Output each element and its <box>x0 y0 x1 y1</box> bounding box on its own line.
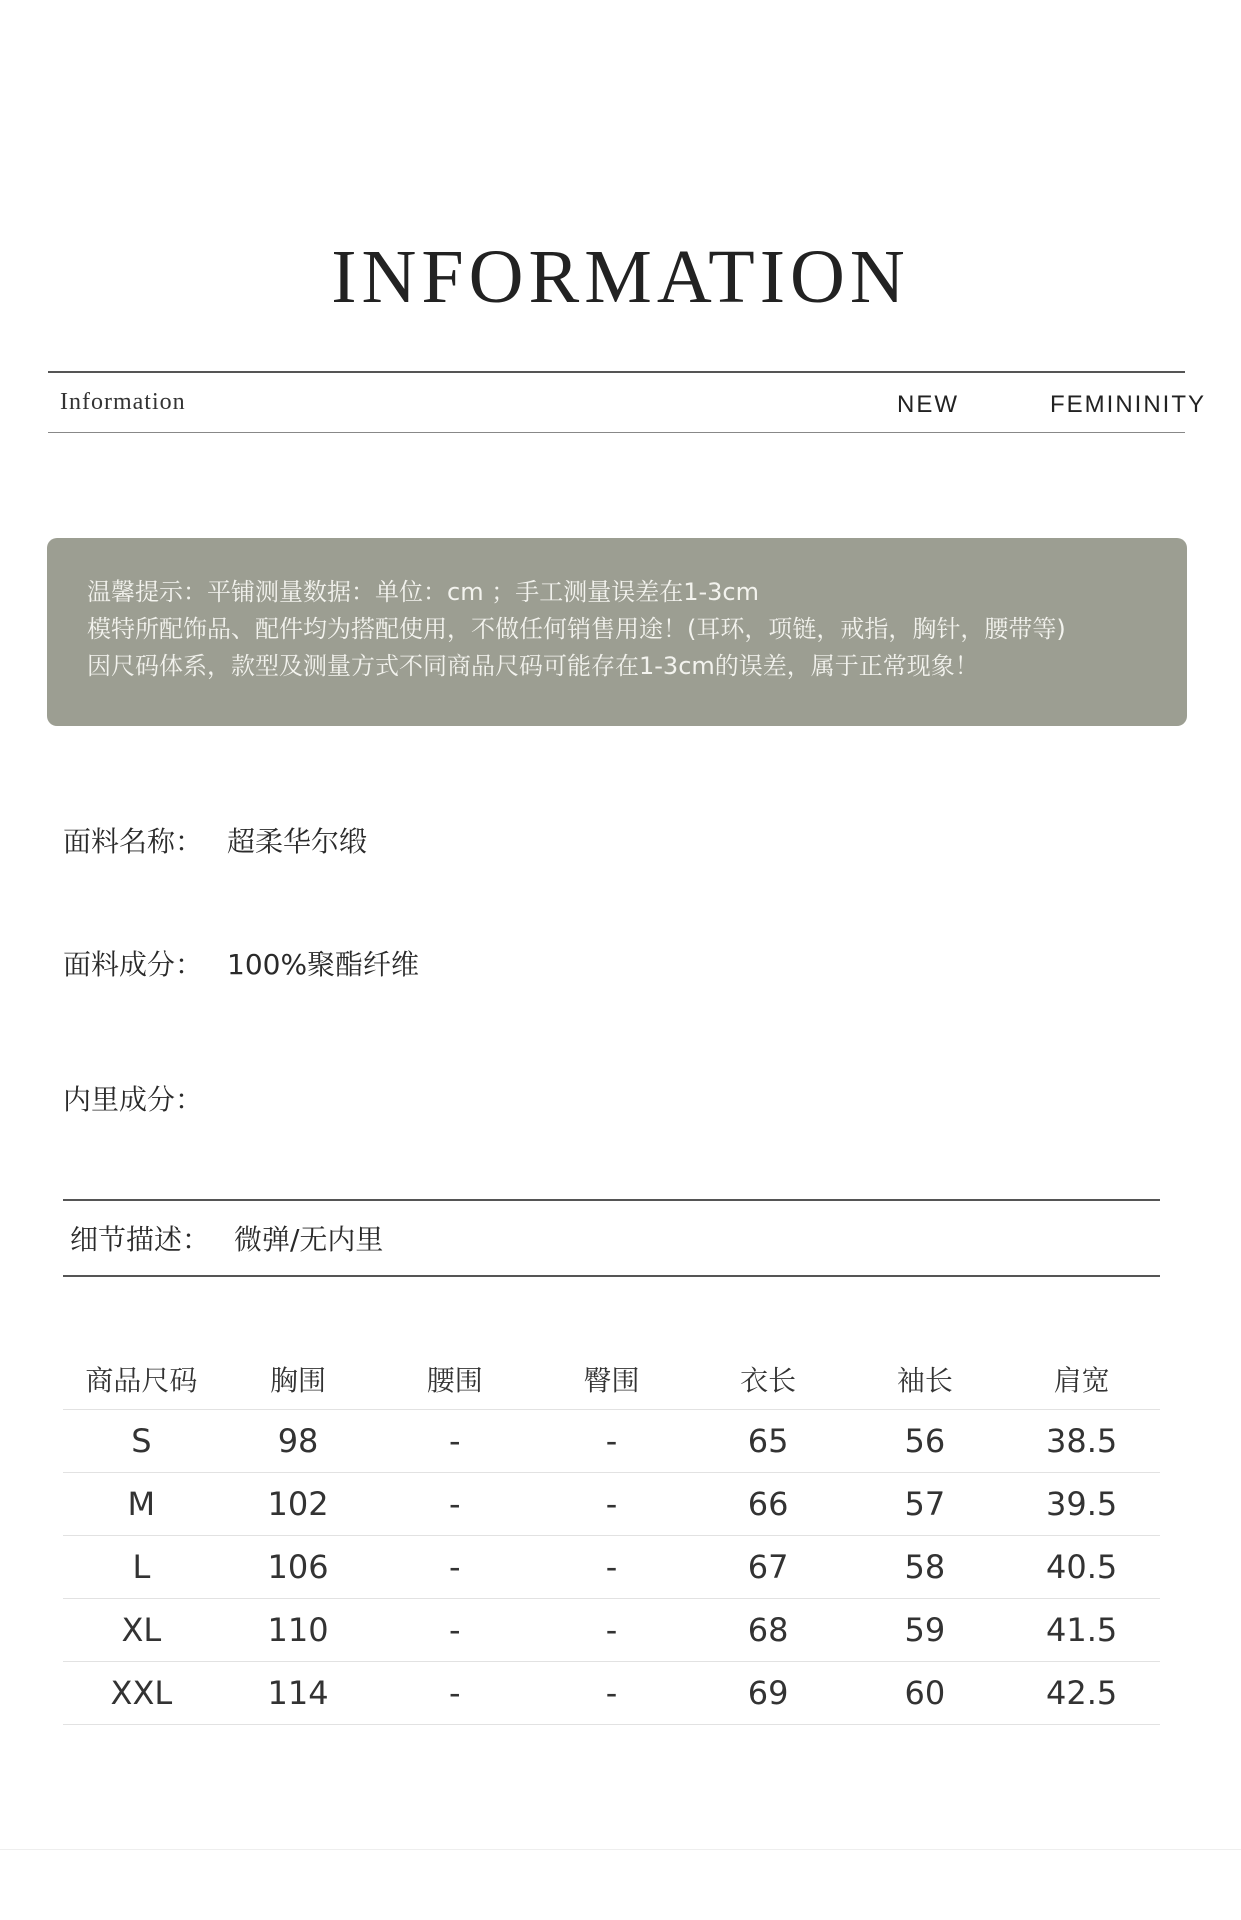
fabric-composition-row <box>63 943 419 983</box>
size-cell: XL <box>63 1599 220 1662</box>
detail-top-divider <box>63 1199 1160 1201</box>
sleeve-cell: 58 <box>847 1536 1004 1599</box>
waist-cell: - <box>376 1662 533 1725</box>
detail-description-label: 细节描述： <box>70 1223 211 1256</box>
size-cell: XXL <box>63 1662 220 1725</box>
waist-cell: - <box>376 1410 533 1473</box>
table-row <box>63 1599 1160 1662</box>
size-cell: M <box>63 1473 220 1536</box>
length-cell: 66 <box>690 1473 847 1536</box>
table-row <box>63 1536 1160 1599</box>
notice-line: 温馨提示：平铺测量数据：单位：cm ；手工测量误差在1-3cm <box>87 578 759 606</box>
chest-cell: 98 <box>220 1410 377 1473</box>
chest-cell: 114 <box>220 1662 377 1725</box>
fabric-composition-value: 100%聚酯纤维 <box>227 948 420 981</box>
shoulder-cell: 42.5 <box>1003 1662 1160 1725</box>
table-row <box>63 1662 1160 1725</box>
shoulder-cell: 38.5 <box>1003 1410 1160 1473</box>
notice-box <box>47 538 1187 726</box>
col-header-chest: 胸围 <box>220 1348 377 1410</box>
detail-description-row <box>70 1218 383 1258</box>
col-header-length: 衣长 <box>690 1348 847 1410</box>
size-table <box>63 1348 1160 1725</box>
size-table-header-row <box>63 1348 1160 1410</box>
fabric-composition-label: 面料成分： <box>63 948 204 981</box>
chest-cell: 102 <box>220 1473 377 1536</box>
header-bottom-divider <box>48 432 1185 433</box>
waist-cell: - <box>376 1536 533 1599</box>
notice-line: 模特所配饰品、配件均为搭配使用，不做任何销售用途！(耳环，项链，戒指，胸针，腰带等) <box>87 615 1066 643</box>
col-header-shoulder: 肩宽 <box>1003 1348 1160 1410</box>
chest-cell: 110 <box>220 1599 377 1662</box>
page-title: INFORMATION <box>331 235 910 319</box>
size-cell: L <box>63 1536 220 1599</box>
col-header-size: 商品尺码 <box>63 1348 220 1410</box>
information-label: Information <box>60 389 186 415</box>
waist-cell: - <box>376 1599 533 1662</box>
length-cell: 65 <box>690 1410 847 1473</box>
notice-line: 因尺码体系，款型及测量方式不同商品尺码可能存在1-3cm的误差，属于正常现象！ <box>87 652 979 680</box>
length-cell: 69 <box>690 1662 847 1725</box>
shoulder-cell: 40.5 <box>1003 1536 1160 1599</box>
length-cell: 67 <box>690 1536 847 1599</box>
length-cell: 68 <box>690 1599 847 1662</box>
waist-cell: - <box>376 1473 533 1536</box>
hip-cell: - <box>533 1662 690 1725</box>
fabric-name-row <box>63 820 367 860</box>
lining-composition-row <box>63 1078 227 1118</box>
detail-bottom-divider <box>63 1275 1160 1277</box>
sleeve-cell: 56 <box>847 1410 1004 1473</box>
col-header-hip: 臀围 <box>533 1348 690 1410</box>
footer-divider <box>0 1849 1241 1850</box>
hip-cell: - <box>533 1599 690 1662</box>
col-header-waist: 腰围 <box>376 1348 533 1410</box>
fabric-name-label: 面料名称： <box>63 825 204 858</box>
sleeve-cell: 60 <box>847 1662 1004 1725</box>
header-top-divider <box>48 371 1185 373</box>
table-row <box>63 1473 1160 1536</box>
femininity-tag: FEMININITY <box>1050 391 1206 418</box>
fabric-name-value: 超柔华尔缎 <box>227 825 368 858</box>
col-header-sleeve: 袖长 <box>847 1348 1004 1410</box>
detail-description-value: 微弹/无内里 <box>234 1223 384 1256</box>
new-tag: NEW <box>897 391 959 418</box>
sleeve-cell: 59 <box>847 1599 1004 1662</box>
chest-cell: 106 <box>220 1536 377 1599</box>
sleeve-cell: 57 <box>847 1473 1004 1536</box>
lining-composition-label: 内里成分： <box>63 1083 204 1116</box>
hip-cell: - <box>533 1410 690 1473</box>
shoulder-cell: 41.5 <box>1003 1599 1160 1662</box>
hip-cell: - <box>533 1536 690 1599</box>
table-row <box>63 1410 1160 1473</box>
shoulder-cell: 39.5 <box>1003 1473 1160 1536</box>
size-cell: S <box>63 1410 220 1473</box>
hip-cell: - <box>533 1473 690 1536</box>
